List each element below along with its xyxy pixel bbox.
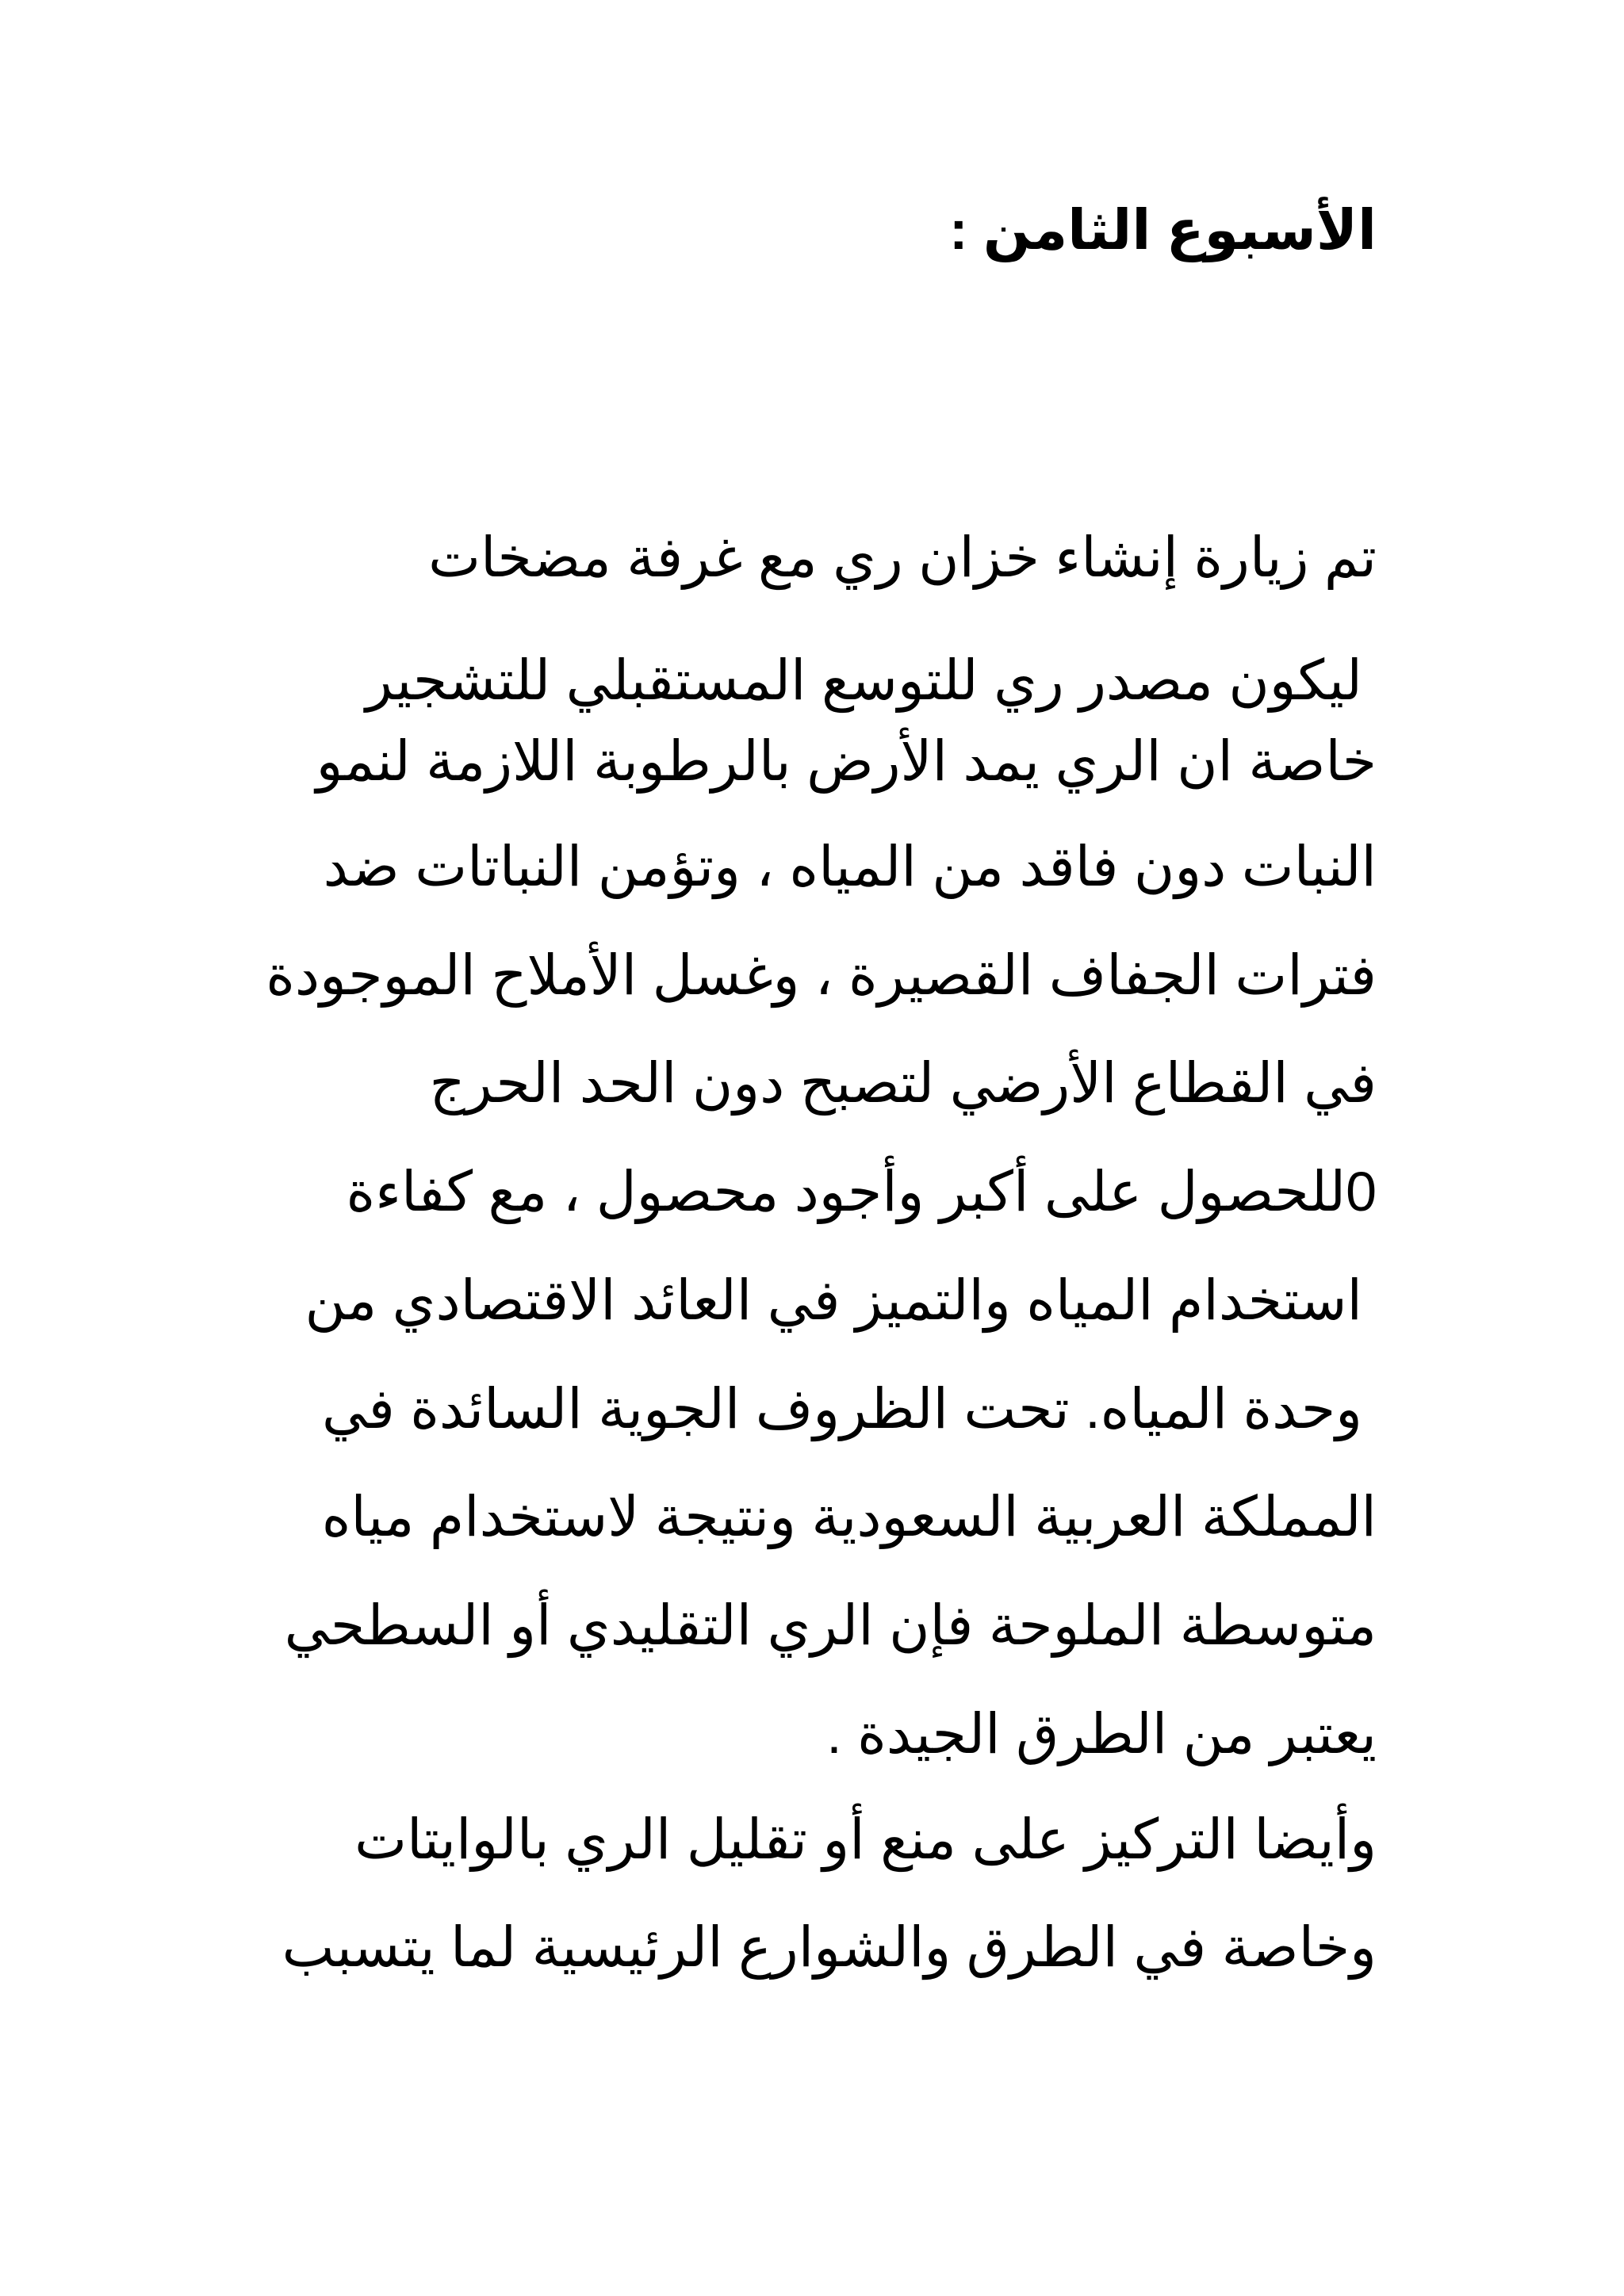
body-line-8: استخدام المياه والتميز في العائد الاقتصادي من <box>304 1269 1362 1331</box>
body-line-7: 0للحصول على أكبر وأجود محصول ، مع كفاءة <box>346 1161 1377 1223</box>
body-line-5: فترات الجفاف القصيرة ، وغسل الأملاح الموجودة <box>266 944 1377 1006</box>
body-line-13: وأيضا التركيز على منع أو تقليل الري بالوايتات <box>354 1808 1377 1870</box>
body-line-10: المملكة العربية السعودية ونتيجة لاستخدام مياه <box>321 1486 1377 1548</box>
body-line-3: خاصة ان الري يمد الأرض بالرطوبة اللازمة لنمو <box>316 730 1377 792</box>
body-line-1: تم زيارة إنشاء خزان ري مع غرفة مضخات <box>428 526 1377 588</box>
body-line-11: متوسطة الملوحة فإن الري التقليدي أو السطحي <box>284 1594 1377 1656</box>
body-line-12: يعتبر من الطرق الجيدة . <box>826 1703 1377 1765</box>
body-line-9: وحدة المياه. تحت الظروف الجوية السائدة في <box>322 1378 1362 1440</box>
body-line-6: في القطاع الأرضي لتصبح دون الحد الحرج <box>429 1052 1377 1114</box>
body-line-2: ليكون مصدر ري للتوسع المستقبلي للتشجير <box>366 649 1362 711</box>
body-line-14: وخاصة في الطرق والشوارع الرئيسية لما يتسبب <box>282 1916 1377 1978</box>
page-heading: الأسبوع الثامن : <box>949 199 1377 261</box>
body-line-4: النبات دون فاقد من المياه ، وتؤمن النباتات ضد <box>323 836 1377 897</box>
